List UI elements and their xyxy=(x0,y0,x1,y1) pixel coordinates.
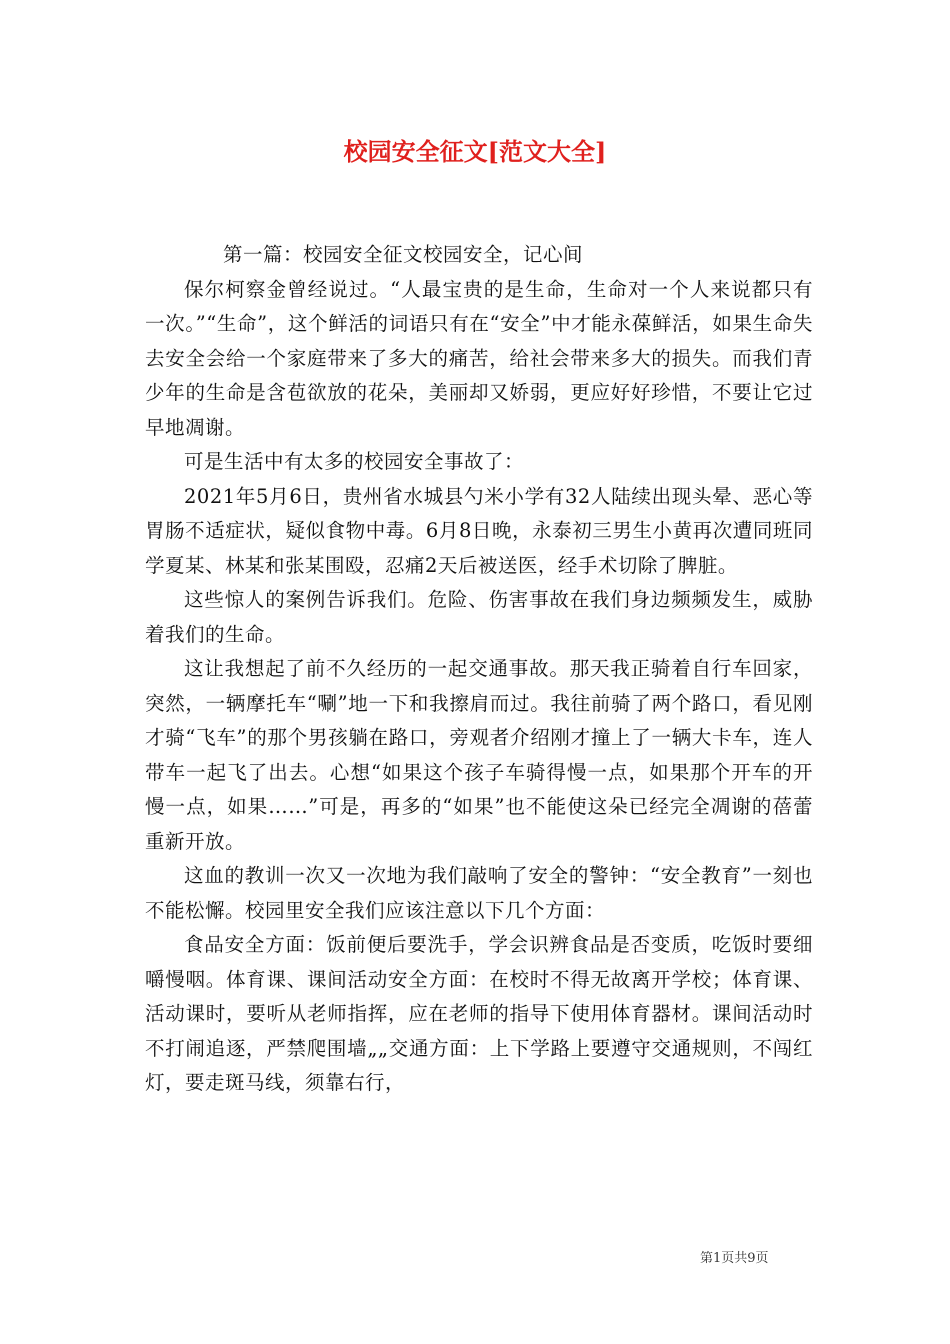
paragraph: 可是生活中有太多的校园安全事故了： xyxy=(184,450,525,473)
paragraph: 食品安全方面：饭前便后要洗手，学会识辨食品是否变质，吃饭时要细嚼慢咽。体育课、课间活动安全方面：在校时不得无故离开学校；体育课、活动课时，要听从老师指挥，应在老师的指导下使用体育器材。课间活动时不打闹追逐，严禁爬围墙„„交通方面：上下学路上要遵守交通规则，不闯红灯，要走斑马线，须靠右行， xyxy=(145,933,813,1094)
document-body xyxy=(145,238,813,1101)
paragraph: 保尔柯察金曾经说过。“人最宝贵的是生命，生命对一个人来说都只有一次。”“生命”，这个鲜活的词语只有在“安全”中才能永葆鲜活，如果生命失去安全会给一个家庭带来了多大的痛苦，给社会带来多大的损失。而我们青少年的生命是含苞欲放的花朵，美丽却又娇弱，更应好好珍惜，不要让它过早地凋谢。 xyxy=(145,277,813,439)
document-title: 校园安全征文[范文大全] xyxy=(343,137,607,166)
paragraph: 这些惊人的案例告诉我们。危险、伤害事故在我们身边频频发生，威胁着我们的生命。 xyxy=(145,588,813,646)
chapter-heading: 第一篇：校园安全征文校园安全，记心间 xyxy=(223,243,584,266)
paragraph: 这让我想起了前不久经历的一起交通事故。那天我正骑着自行车回家，突然，一辆摩托车“唰”地一下和我擦肩而过。我往前骑了两个路口，看见刚才骑“飞车”的那个男孩躺在路口，旁观者介绍刚才撞上了一辆大卡车，连人带车一起飞了出去。心想“如果这个孩子车骑得慢一点，如果那个开车的开慢一点，如果……”可是，再多的“如果”也不能使这朵已经完全凋谢的蓓蕾重新开放。 xyxy=(145,657,813,853)
page-number-footer: 第1页共9页 xyxy=(700,1251,769,1266)
paragraph: 2021年5月6日，贵州省水城县勺米小学有32人陆续出现头晕、恶心等胃肠不适症状，疑似食物中毒。6月8日晚，永泰初三男生小黄再次遭同班同学夏某、林某和张某围殴，忍痛2天后被送医，经手术切除了脾脏。 xyxy=(145,484,813,577)
paragraph: 这血的教训一次又一次地为我们敲响了安全的警钟：“安全教育”一刻也不能松懈。校园里安全我们应该注意以下几个方面： xyxy=(145,864,813,922)
